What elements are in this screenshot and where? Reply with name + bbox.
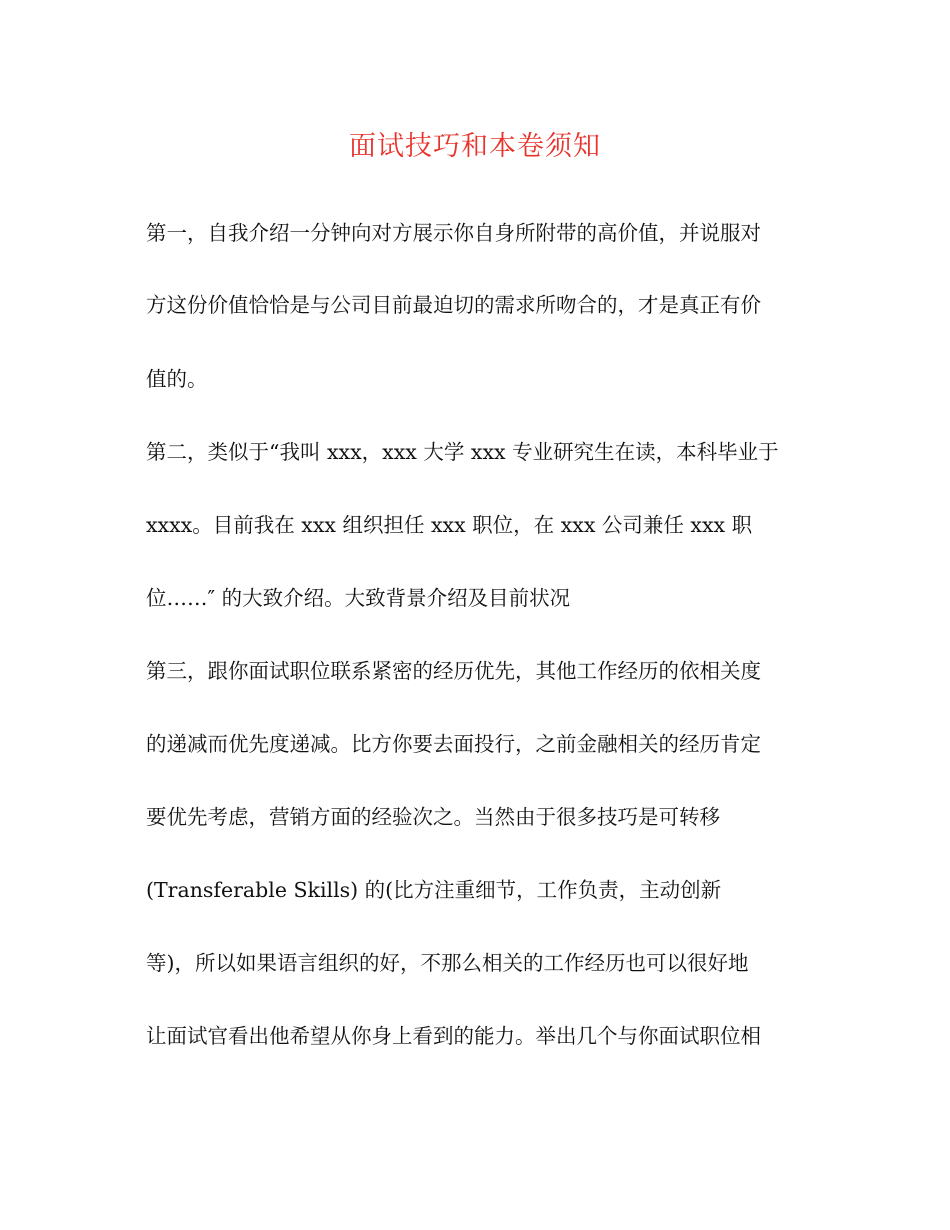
body-line-9: 要优先考虑，营销方面的经验次之。当然由于很多技巧是可转移	[146, 805, 720, 829]
body-line-3: 值的。	[146, 367, 208, 391]
document-title: 面试技巧和本卷须知	[349, 131, 601, 162]
body-line-12: 让面试官看出他希望从你身上看到的能力。举出几个与你面试职位相	[146, 1024, 761, 1048]
body-line-6: 位……″ 的大致介绍。大致背景介绍及目前状况	[146, 586, 571, 610]
body-line-11: 等)，所以如果语言组织的好，不那么相关的工作经历也可以很好地	[146, 951, 749, 975]
body-line-2: 方这份价值恰恰是与公司目前最迫切的需求所吻合的，才是真正有价	[146, 293, 761, 317]
body-line-1: 第一，自我介绍一分钟向对方展示你自身所附带的高价值，并说服对	[146, 221, 761, 245]
body-line-10: (Transferable Skills) 的(比方注重细节，工作负责，主动创新	[146, 878, 722, 902]
body-line-7: 第三，跟你面试职位联系紧密的经历优先，其他工作经历的依相关度	[146, 659, 761, 683]
body-line-5: xxxx。目前我在 xxx 组织担任 xxx 职位，在 xxx 公司兼任 xxx 职	[146, 513, 753, 537]
body-line-8: 的递减而优先度递减。比方你要去面投行，之前金融相关的经历肯定	[146, 732, 761, 756]
body-line-4: 第二，类似于“我叫 xxx，xxx 大学 xxx 专业研究生在读，本科毕业于	[146, 440, 779, 464]
